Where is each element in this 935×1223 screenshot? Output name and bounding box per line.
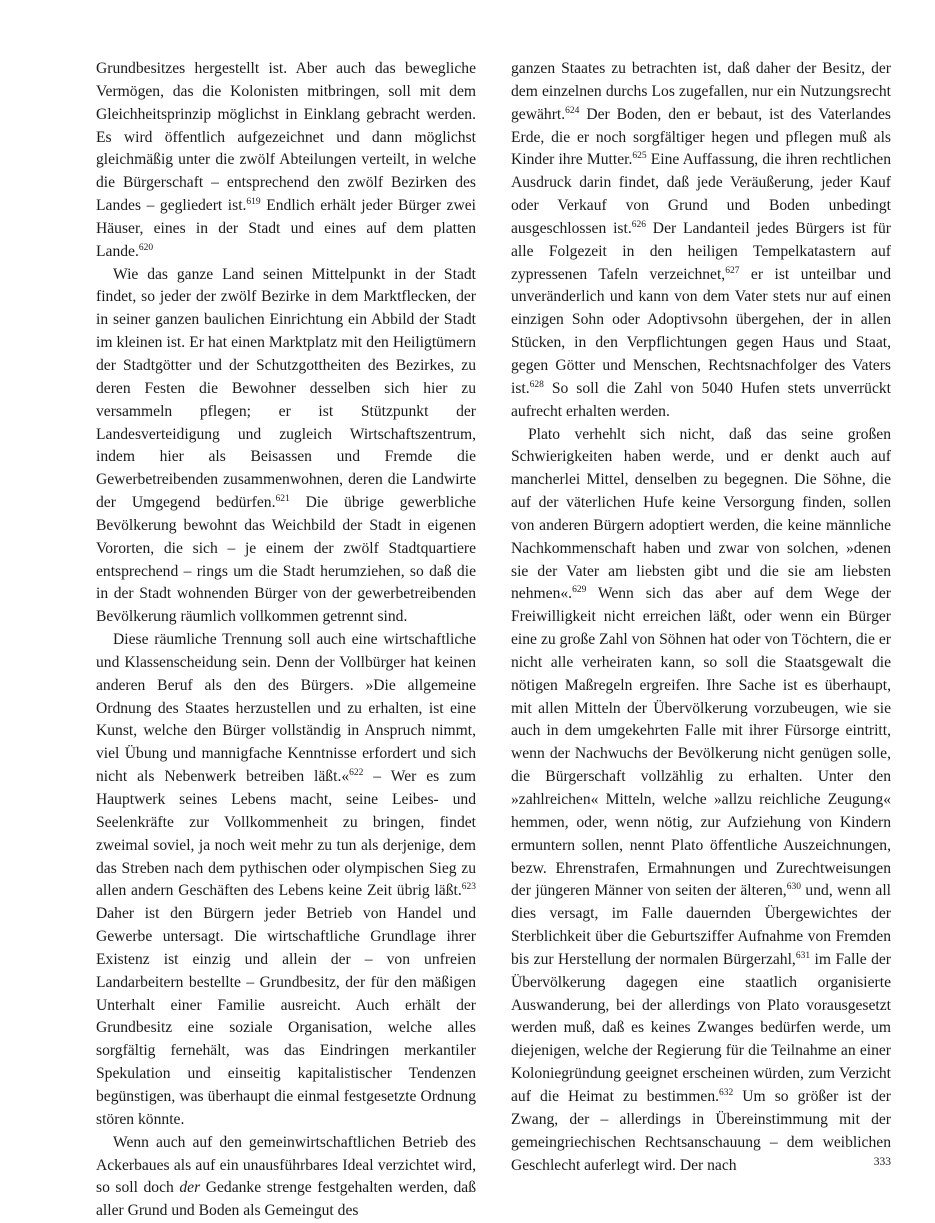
text-run: – Wer es zum Hauptwerk seines Lebens macht, seine Leibes- und Seelenkräfte zur Vollkommenheit zu bringen, findet zweimal soviel, ja noch weit mehr zu tun als derjenige, dem das Streben nach dem pythischen oder olympischen Sieg zu allen andern Geschäften des Lebens keine Zeit übrig läßt. xyxy=(96,768,476,900)
footnote-ref: 626 xyxy=(631,219,646,230)
footnote-ref: 621 xyxy=(275,494,290,505)
paragraph xyxy=(96,1132,476,1223)
page-number: 333 xyxy=(873,1156,891,1168)
footnote-ref: 620 xyxy=(138,242,154,253)
footnote-ref: 625 xyxy=(632,151,647,162)
footnote-ref: 627 xyxy=(725,265,740,276)
text-run: Endlich erhält jeder Bürger zwei Häuser, eines in der Stadt und eines auf dem platten Lande. xyxy=(96,197,476,260)
text-run: Der Boden, den er bebaut, ist des Vaterlandes Erde, die er noch sorgfältiger hegen und pflegen muß als Kinder ihre Mutter. xyxy=(511,105,891,169)
paragraph xyxy=(511,424,891,1178)
text-run: Daher ist den Bürgern jeder Betrieb von Handel und Gewerbe untersagt. Die wirtschaftliche Grundlage ihrer Existenz ist einzig und allein der – von unfreien Landarbeitern bestellte – Grundbesitz, der für den mäßigen Unterhalt einer Familie ausreicht. Auch erhält der Grundbesitz eine soziale Organisation, welche alles sorgfältig fernehält, was das Eindringen merkantiler Spekulation und einseitig kapitalistischer Tendenzen begünstigen, was überhaupt die einmal festgesetzte Ordnung stören könnte. xyxy=(96,905,476,1128)
text-run: er ist unteilbar und unveränderlich und kann von dem Vater stets nur auf einen einzigen Sohn oder Adoptivsohn übergehen, der in allen Stücken, in den Verpflichtungen gegen Haus und Staat, gegen Götter und Menschen, Rechtsnachfolger des Vaters ist. xyxy=(511,265,891,397)
text-run: Um so größer ist der Zwang, der – allerdings in Übereinstimmung mit der gemeingriechischen Rechtsanschauung – dem weiblichen Geschlecht auferlegt wird. Der nach xyxy=(511,1087,891,1174)
footnote-ref: 624 xyxy=(565,105,580,116)
text-run: Wie das ganze Land seinen Mittelpunkt in der Stadt findet, so jeder der zwölf Bezirke in dem Marktflecken, der in seiner ganzen baulichen Einrichtung ein Abbild der Stadt im kleinen ist. Er hat einen Marktplatz mit den Heiligtümern der Stadtgötter und der Schutzgottheiten des Bezirkes, zu deren Festen die Bewohner desselben sich hier zu versammeln pflegen; er ist Stützpunkt der Landesverteidigung und zugleich Wirtschaftszentrum, indem hier als Beisassen und Fremde die Gewerbetreibenden zusammenwohnen, deren die Landwirte der Umgegend bedürfen. xyxy=(96,265,476,512)
text-run: Der Landanteil jedes Bürgers ist für alle Folgezeit in den heiligen Tempelkatastern auf zypressenen Tafeln verzeichnet, xyxy=(511,219,891,283)
paragraph xyxy=(96,264,476,630)
emphasis: der xyxy=(179,1179,201,1197)
text-run: und, wenn all dies versagt, im Falle dauernden Übergewichtes der Sterblichkeit über die Geburtsziffer Aufnahme von Fremden bis zur Herstellung der normalen Bürgerzahl, xyxy=(511,882,891,968)
text-run: Die übrige gewerbliche Bevölkerung bewohnt das Weichbild der Stadt in eigenen Vororten, die sich – je einem der zwölf Stadtquartiere entsprechend – rings um die Stadt herumziehen, so daß die in der Stadt wohnenden Bürger von der gewerbetreibenden Bevölkerung räumlich vollkommen getrennt sind. xyxy=(96,494,476,626)
paragraph xyxy=(511,58,891,424)
text-run: im Falle der Übervölkerung dagegen eine staatlich organisierte Auswanderung, bei der allerdings von Plato vorausgesetzt werden muß, daß es keines Zwanges bedürfen werde, um diejenigen, welche der Regierung für die Teilnahme an einer Koloniegründung geeignet erscheinen würden, zum Verzicht auf die Heimat zu bestimmen. xyxy=(511,950,891,1105)
footnote-ref: 631 xyxy=(795,950,811,961)
text-run: Wenn sich das aber auf dem Wege der Freiwilligkeit nicht erreichen läßt, oder wenn ein Bürger eine zu große Zahl von Söhnen hat oder von Töchtern, die er nicht alle verheiraten kann, so soll die Staatsgewalt die nötigen Maßregeln ergreifen. Ihre Sache ist es überhaupt, mit allen Mitteln der Übervölkerung vorzubeugen, wie sie auch in dem umgekehrten Falle mit ihrer Fürsorge eintritt, wenn der Nachwuchs der Bevölkerung nicht genügen solle, die Bürgerschaft vollzählig zu erhalten. Unter den »zahlreichen« Mitteln, welche »allzu reichliche Zeugung« hemmen, oder, wenn nötig, zur Aufziehung von Kindern ermuntern sollen, nennt Plato öffentliche Auszeichnungen, bezw. Ehrenstrafen, Ermahnungen und Zurechtweisungen der jüngeren Männer von seiten der älteren, xyxy=(511,585,891,900)
footnote-ref: 622 xyxy=(349,768,364,779)
text-run: ganzen Staates zu betrachten ist, daß daher der Besitz, der dem einzelnen durchs Los zugefallen, nur ein Nutzungsrecht gewährt. xyxy=(511,60,891,123)
text-run: Grundbesitzes hergestellt ist. Aber auch das bewegliche Vermögen, das die Kolonisten mitbringen, soll mit dem Gleichheitsprinzip möglichst in Einklang gebracht werden. Es wird öffentlich aufgezeichnet und dann möglichst gleichmäßig unter die zwölf Abteilungen verteilt, in welche die Bürgerschaft – entsprechend den zwölf Bezirken des Landes – gegliedert ist. xyxy=(96,60,476,215)
paragraph xyxy=(96,58,476,264)
footnote-ref: 632 xyxy=(719,1087,734,1098)
text-run: Plato verhehlt sich nicht, daß das seine großen Schwierigkeiten haben werde, und er denkt auch auf mancherlei Mittel, denselben zu begegnen. Die Söhne, die auf der väterlichen Hufe keine Versorgung finden, sollen von anderen Bürgern adoptiert werden, die keine männliche Nachkommenschaft haben und zwar von solchen, »denen sie der Vater am liebsten gibt und die sie am liebsten nehmen«. xyxy=(511,425,891,603)
text-run: Diese räumliche Trennung soll auch eine wirtschaftliche und Klassenscheidung sein. Denn der Vollbürger hat keinen anderen Beruf als den des Bürgers. »Die allgemeine Ordnung des Staates herzustellen und zu erhalten, ist eine Kunst, welche den Bürger vollständig in Anspruch nimmt, viel Übung und mannigfache Kenntnisse erfordert und sich nicht als Nebenwerk betreiben läßt.« xyxy=(96,631,476,786)
text-run: Gedanke strenge festgehalten werden, daß aller Grund und Boden als Gemeingut des xyxy=(96,1179,477,1220)
footnote-ref: 623 xyxy=(461,882,476,893)
footnote-ref: 628 xyxy=(529,379,544,390)
right-text-column xyxy=(511,58,891,1177)
paragraph xyxy=(96,629,476,1132)
text-run: So soll die Zahl von 5040 Hufen stets unverrückt aufrecht erhalten werden. xyxy=(511,379,891,420)
footnote-ref: 619 xyxy=(246,197,261,208)
footnote-ref: 630 xyxy=(786,882,801,893)
footnote-ref: 629 xyxy=(572,585,587,596)
left-text-column xyxy=(96,58,476,1223)
text-run: Wenn auch auf den gemeinwirtschaftlichen Betrieb des Ackerbaues als auf ein unausführbares Ideal verzichtet wird, so soll doch xyxy=(96,1133,476,1197)
text-run: Eine Auffassung, die ihren rechtlichen Ausdruck darin findet, daß jede Veräußerung, jeder Kauf oder Verkauf von Grund und Boden unbedingt ausgeschlossen ist. xyxy=(511,151,891,237)
